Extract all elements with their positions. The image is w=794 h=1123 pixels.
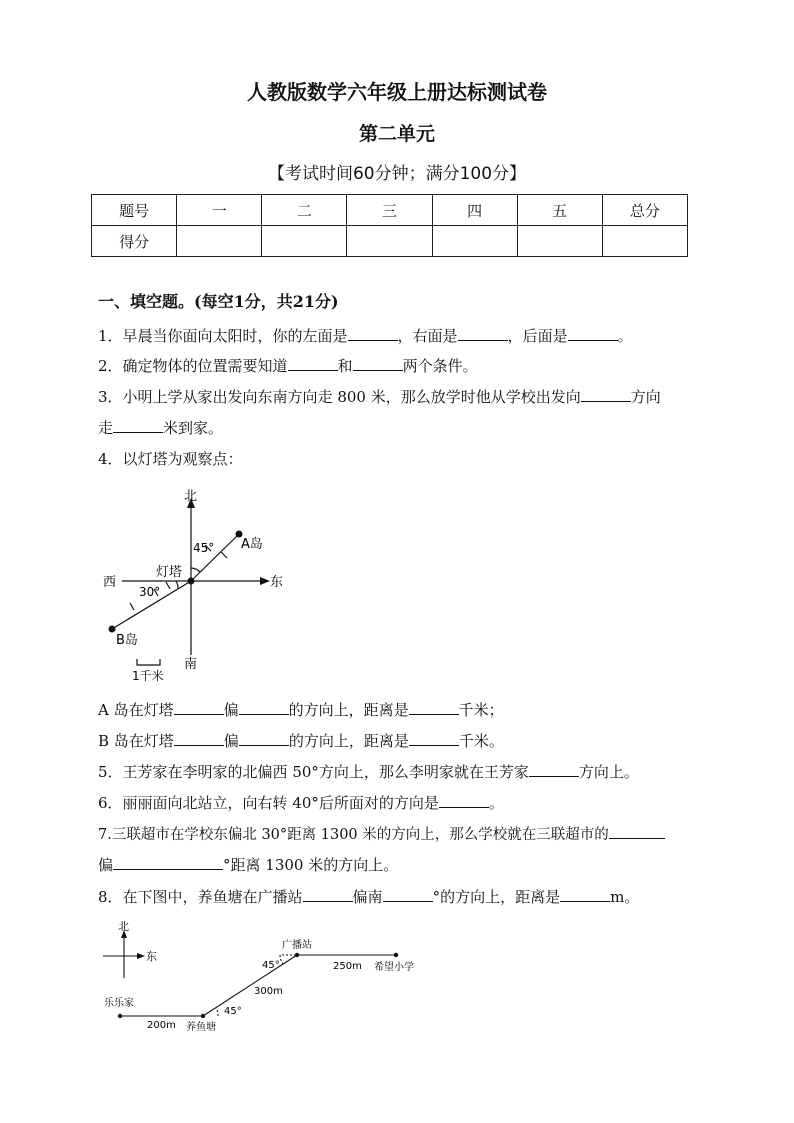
question-text: 偏 bbox=[98, 856, 114, 874]
answer-blank[interactable] bbox=[609, 824, 665, 839]
question-text: 3．小明上学从家出发向东南方向走 800 米，那么放学时他从学校出发向 bbox=[98, 388, 581, 406]
question-text: 走 bbox=[98, 419, 114, 437]
angle-arc-1 bbox=[280, 955, 283, 964]
table-cell: 三 bbox=[347, 195, 432, 226]
angle-arc-a bbox=[191, 568, 200, 572]
question-1 bbox=[98, 326, 633, 346]
compass-east-arrowhead bbox=[137, 953, 145, 959]
score-cell[interactable] bbox=[602, 226, 687, 257]
table-cell: 一 bbox=[177, 195, 262, 226]
home-point bbox=[118, 1014, 122, 1018]
label-angle-2: 45° bbox=[224, 1006, 242, 1017]
label-angle-1: 45° bbox=[262, 960, 280, 971]
question-text: 偏南 bbox=[352, 888, 383, 906]
answer-blank[interactable] bbox=[239, 731, 289, 746]
question-8 bbox=[98, 887, 639, 907]
broadcast-point bbox=[295, 953, 299, 957]
lighthouse-point bbox=[188, 578, 195, 585]
answer-blank[interactable] bbox=[348, 326, 398, 341]
answer-blank[interactable] bbox=[113, 855, 223, 870]
question-5 bbox=[98, 762, 639, 782]
question-text: m。 bbox=[610, 888, 640, 906]
question-text: 偏 bbox=[223, 732, 239, 750]
label-angle-a: 45° bbox=[193, 541, 215, 555]
question-4b bbox=[98, 731, 504, 751]
question-text: ，后面是 bbox=[507, 327, 568, 345]
question-text: 方向上。 bbox=[578, 763, 639, 781]
question-text: °的方向上，距离是 bbox=[432, 888, 561, 906]
answer-blank[interactable] bbox=[113, 418, 163, 433]
answer-blank[interactable] bbox=[288, 356, 338, 371]
answer-blank[interactable] bbox=[458, 326, 508, 341]
label-lighthouse: 灯塔 bbox=[156, 565, 183, 580]
answer-blank[interactable] bbox=[581, 387, 631, 402]
label-school: 希望小学 bbox=[374, 962, 414, 973]
table-cell: 题号 bbox=[92, 195, 177, 226]
answer-blank[interactable] bbox=[303, 887, 353, 902]
answer-blank[interactable] bbox=[239, 700, 289, 715]
answer-blank[interactable] bbox=[568, 326, 618, 341]
scale-bar bbox=[137, 659, 160, 665]
table-cell: 总分 bbox=[602, 195, 687, 226]
page-title: 人教版数学六年级上册达标测试卷 bbox=[247, 80, 547, 104]
question-text: 5．王芳家在李明家的北偏西 50°方向上，那么李明家就在王芳家 bbox=[98, 763, 529, 781]
label-north: 北 bbox=[118, 920, 129, 933]
angle-arc-b bbox=[176, 581, 178, 589]
label-angle-b: 30° bbox=[139, 585, 161, 599]
answer-blank[interactable] bbox=[383, 887, 433, 902]
answer-blank[interactable] bbox=[439, 793, 489, 808]
question-7-cont bbox=[98, 855, 398, 875]
score-cell[interactable] bbox=[517, 226, 602, 257]
table-cell: 得分 bbox=[92, 226, 177, 257]
answer-blank[interactable] bbox=[174, 731, 224, 746]
question-text: 2．确定物体的位置需要知道 bbox=[98, 357, 288, 375]
island-b-point bbox=[109, 626, 116, 633]
question-text: B 岛在灯塔 bbox=[98, 732, 174, 750]
label-pond: 养鱼塘 bbox=[186, 1022, 216, 1033]
label-island-b: B岛 bbox=[116, 633, 138, 648]
label-south: 南 bbox=[184, 657, 198, 672]
question-text: 两个条件。 bbox=[402, 357, 478, 375]
question-text: 。 bbox=[617, 327, 633, 345]
table-cell: 四 bbox=[432, 195, 517, 226]
school-point bbox=[394, 953, 398, 957]
question-text: ，右面是 bbox=[397, 327, 458, 345]
score-table-score-row bbox=[92, 226, 688, 257]
score-cell[interactable] bbox=[347, 226, 432, 257]
tick-mark bbox=[130, 603, 134, 610]
question-text: 6．丽丽面向北站立，向右转 40°后所面对的方向是 bbox=[98, 794, 439, 812]
segment-pond-broadcast bbox=[203, 955, 297, 1016]
label-west: 西 bbox=[103, 575, 117, 590]
answer-blank[interactable] bbox=[409, 731, 459, 746]
question-4a bbox=[98, 700, 504, 720]
route-diagram bbox=[95, 915, 435, 1035]
question-text: 千米； bbox=[458, 701, 504, 719]
question-text: 和 bbox=[337, 357, 353, 375]
score-table-header-row bbox=[92, 195, 688, 226]
score-cell[interactable] bbox=[262, 226, 347, 257]
label-home: 乐乐家 bbox=[104, 998, 134, 1009]
lighthouse-diagram bbox=[95, 484, 295, 689]
question-text: 米到家。 bbox=[163, 419, 224, 437]
label-east: 东 bbox=[146, 950, 157, 963]
label-north: 北 bbox=[184, 489, 198, 504]
question-text: 7.三联超市在学校东偏北 30°距离 1300 米的方向上，那么学校就在三联超市的 bbox=[98, 827, 609, 843]
label-broadcast: 广播站 bbox=[282, 940, 312, 951]
question-text: 偏 bbox=[223, 701, 239, 719]
angle-arc-2 bbox=[216, 1008, 218, 1016]
question-text: 的方向上，距离是 bbox=[288, 732, 409, 750]
question-6 bbox=[98, 793, 504, 813]
tick-mark bbox=[166, 582, 170, 589]
score-cell[interactable] bbox=[177, 226, 262, 257]
tick-mark bbox=[221, 552, 227, 558]
label-distance-2: 300m bbox=[254, 986, 283, 997]
question-text: 。 bbox=[488, 794, 504, 812]
question-text: 的方向上，距离是 bbox=[288, 701, 409, 719]
question-text: 1．早晨当你面向太阳时，你的左面是 bbox=[98, 327, 348, 345]
table-cell: 二 bbox=[262, 195, 347, 226]
label-scale: 1千米 bbox=[132, 669, 164, 683]
question-2 bbox=[98, 356, 478, 376]
question-3 bbox=[98, 387, 661, 407]
answer-blank[interactable] bbox=[409, 700, 459, 715]
label-east: 东 bbox=[270, 575, 284, 590]
east-arrowhead bbox=[260, 577, 270, 585]
label-island-a: A岛 bbox=[241, 537, 263, 552]
answer-blank[interactable] bbox=[353, 356, 403, 371]
question-text: 方向 bbox=[630, 388, 661, 406]
table-cell: 五 bbox=[517, 195, 602, 226]
score-cell[interactable] bbox=[432, 226, 517, 257]
question-4: 4．以灯塔为观察点： bbox=[98, 450, 243, 468]
exam-info: 【考试时间60分钟；满分100分】 bbox=[267, 164, 527, 184]
question-text: 8．在下图中，养鱼塘在广播站 bbox=[98, 888, 303, 906]
label-distance-3: 200m bbox=[147, 1020, 176, 1031]
answer-blank[interactable] bbox=[560, 887, 610, 902]
answer-blank[interactable] bbox=[529, 762, 579, 777]
score-table bbox=[91, 194, 688, 257]
label-distance-1: 250m bbox=[333, 961, 362, 972]
question-text: 千米。 bbox=[458, 732, 504, 750]
answer-blank[interactable] bbox=[174, 700, 224, 715]
question-7 bbox=[98, 824, 665, 845]
question-text: A 岛在灯塔 bbox=[98, 701, 174, 719]
pond-point bbox=[201, 1014, 205, 1018]
question-text: °距离 1300 米的方向上。 bbox=[223, 856, 399, 874]
unit-title: 第二单元 bbox=[358, 123, 435, 145]
section-title: 一、填空题。(每空1分，共21分) bbox=[98, 292, 339, 311]
question-3-cont bbox=[98, 418, 223, 438]
